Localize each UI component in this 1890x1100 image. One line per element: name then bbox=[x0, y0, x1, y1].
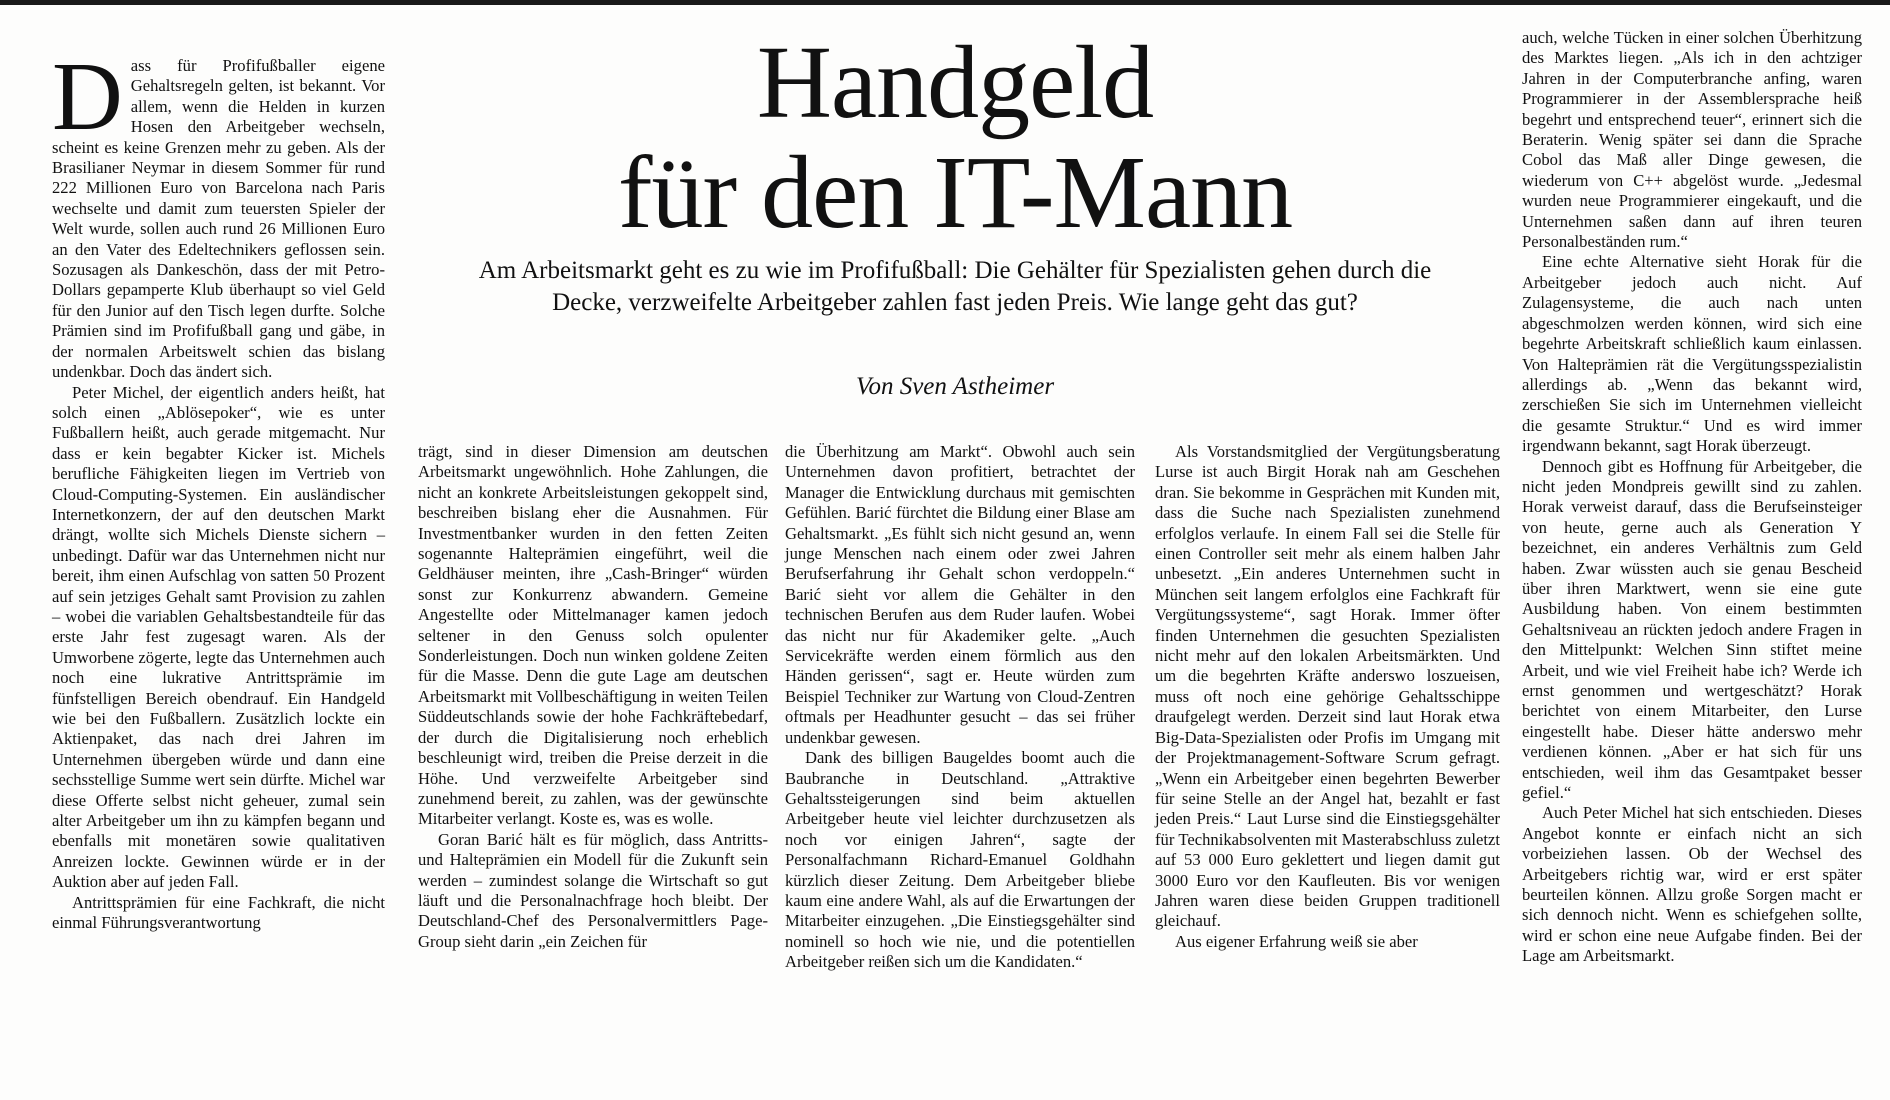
headline-line-1: Handgeld bbox=[756, 25, 1154, 140]
paragraph: Auch Peter Michel hat sich entschieden. Dieses Angebot konnte er einfach nicht an sich vorbeiziehen lassen. Ob der Wechsel des Arbeitgebers richtig war, wird er erst später beurteilen können. Allzu große Sorgen macht er sich dennoch nicht. Wenn es schiefgehen sollte, wird er schon eine neue Aufgabe finden. Bei der Lage am Arbeitsmarkt. bbox=[1522, 803, 1862, 966]
paragraph: trägt, sind in dieser Dimension am deutschen Arbeitsmarkt ungewöhnlich. Hohe Zahlungen, die nicht an konkrete Arbeitsleistungen gekoppelt sind, beschreiben bislang eher die Ausnahmen. Für Investmentbanker wurden in den fetten Zeiten sogenannte Halteprämien eingeführt, weil die Geldhäuser meinten, ihre „Cash-Bringer“ würden sonst zur Konkurrenz abwandern. Gemeine Angestellte oder Mittelmanager kamen jedoch seltener in den Genuss solch opulenter Sonderleistungen. Doch nun winken goldene Zeiten für die Masse. Denn die gute Lage am deutschen Arbeitsmarkt mit Vollbeschäftigung in weiten Teilen Süddeutschlands sowie der hohe Fachkräftebedarf, der durch die Digitalisierung noch erheblich beschleunigt wird, treiben die Preise derzeit in die Höhe. Und verzweifelte Arbeitgeber sind zunehmend bereit, zu zahlen, was der gewünschte Mitarbeiter verlangt. Koste es, was es wolle. bbox=[418, 442, 768, 829]
article-column-4 bbox=[1155, 442, 1500, 952]
paragraph: Aus eigener Erfahrung weiß sie aber bbox=[1175, 931, 1418, 951]
paragraph: Eine echte Alternative sieht Horak für die Arbeitgeber jedoch auch nicht. Auf Zulagensysteme, die auch nach unten abgeschmolzen werden können, wird sich eine begehrte Arbeitskraft schließlich kaum einlassen. Von Halteprämien rät die Vergütungsspezialistin allerdings ab. „Wenn das bekannt wird, zerschießen Sie sich im Unternehmen vielleicht die gesamte Struktur.“ Und es wird immer irgendwann bekannt, sagt Horak überzeugt. bbox=[1522, 252, 1862, 456]
paragraph: auch, welche Tücken in einer solchen Überhitzung des Marktes liegen. „Als ich in den achtziger Jahren in der Computerbranche anfing, waren Programmierer in der Assemblersprache heiß begehrt und entsprechend teuer“, erinnert sich die Beraterin. Wenig später sei dann die Sprache Cobol das Maß aller Dinge gewesen, die wiederum von C++ abgelöst wurde. „Jedesmal wurden neue Programmierer eingekauft, und die Unternehmen saßen dann auf ihren teuren Personalbeständen rum.“ bbox=[1522, 28, 1862, 252]
paragraph: Antrittsprämien für eine Fachkraft, die nicht einmal Führungsverantwortung bbox=[52, 892, 385, 933]
paragraph: Als Vorstandsmitglied der Vergütungsberatung Lurse ist auch Birgit Horak nah am Geschehen dran. Sie bekomme in Gesprächen mit Kunden mit, dass die Suche nach Spezialisten zunehmend erfolglos verlaufe. In einem Fall sei die Stelle für einen Controller seit mehr als einem halben Jahr unbesetzt. „Ein anderes Unternehmen sucht in München seit langem erfolglos eine Fachkraft für Vergütungssysteme“, sagt Horak. Immer öfter finden Unternehmen die gesuchten Spezialisten nicht mehr auf den lokalen Arbeitsmärkten. Und um die begehrten Kräfte anderswo loszueisen, muss oft noch eine gehörige Gehaltsschippe draufgelegt werden. Derzeit sind laut Horak etwa Big-Data-Spezialisten oder Profis im Umgang mit der Projektmanagement-Software Scrum gefragt. „Wenn ein Arbeitgeber einen begehrten Bewerber für seine Stelle an der Angel hat, bezahlt er fast jeden Preis.“ Laut Lurse sind die Einstiegsgehälter für Technikabsolventen mit Masterabschluss zuletzt auf 53 000 Euro geklettert und liegen damit gut 3000 Euro vor den Kaufleuten. Bis vor wenigen Jahren waren diese beiden Gruppen traditionell gleichauf. bbox=[1155, 442, 1500, 931]
article-column-2 bbox=[418, 442, 768, 952]
headline bbox=[400, 25, 1510, 250]
paragraph: Peter Michel, der eigentlich anders heißt, hat solch einen „Ablösepoker“, wie es unter Fußballern heißt, auch gerade mitgemacht. Nur dass er kein begabter Kicker ist. Michels berufliche Fähigkeiten liegen im Vertrieb von Cloud-Computing-Systemen. Ein ausländischer Internetkonzern, der auf den deutschen Markt drängt, wollte sich Michels Dienste sichern – unbedingt. Dafür war das Unternehmen nicht nur bereit, ihm einen Aufschlag von satten 50 Prozent auf sein jetziges Gehalt samt Provision zu zahlen – wobei die variablen Gehaltsbestandteile für das erste Jahr fest zugesagt waren. Als der Umworbene zögerte, legte das Unternehmen auch noch eine lukrative Antrittsprämie im fünfstelligen Bereich obendrauf. Ein Handgeld wie bei den Fußballern. Zusätzlich lockte ein Aktienpaket, das nach drei Jahren im Unternehmen übergeben würde und dann eine sechsstellige Summe wert sein dürfte. Michel war diese Offerte selbst nicht geheuer, zumal sein alter Arbeitgeber um ihn zu kämpfen begann und ebenfalls mit monetären sowie qualitativen Anreizen lockte. Gewinnen würde er in der Auktion aber auf jeden Fall. bbox=[52, 382, 385, 892]
article-column-5 bbox=[1522, 28, 1862, 967]
paragraph-text: ass für Profifußballer eigene Gehaltsregeln gelten, ist bekannt. Vor allem, wenn die Helden in kurzen Hosen den Arbeitgeber wechseln, scheint es keine Grenzen mehr zu geben. Als der Brasilianer Neymar in diesem Sommer für rund 222 Millionen Euro von Barcelona nach Paris wechselte und damit zum teuersten Spieler der Welt wurde, sollen auch rund 26 Millionen Euro an den Vater des Edeltechnikers geflossen sein. Sozusagen als Dankeschön, dass der mit Petro-Dollars gepamperte Klub überhaupt so viel Geld für den Junior auf den Tisch legen durfte. Solche Prämien sind im Profifußball gang und gäbe, in der normalen Arbeitswelt schien das bislang undenkbar. Doch das ändert sich. bbox=[52, 56, 385, 382]
subheadline: Am Arbeitsmarkt geht es zu wie im Profifußball: Die Gehälter für Spezialisten gehen durch die Decke, verzweifelte Arbeitgeber zahlen fast jeden Preis. Wie lange geht das gut? bbox=[478, 257, 1432, 316]
paragraph: Goran Barić hält es für möglich, dass Antritts- und Halteprämien ein Modell für die Zukunft sein werden – zumindest solange die Wirtschaft so gut läuft und die Personalnachfrage hoch bleibt. Der Deutschland-Chef des Personalvermittlers Page-Group sieht darin „ein Zeichen für bbox=[418, 829, 768, 951]
paragraph: die Überhitzung am Markt“. Obwohl auch sein Unternehmen davon profitiert, betrachtet der Manager die Entwicklung durchaus mit gemischten Gefühlen. Barić fürchtet die Bildung einer Blase am Gehaltsmarkt. „Es fühlt sich nicht gesund an, wenn junge Menschen nach einem oder zwei Jahren Berufserfahrung ihr Gehalt schon verdoppeln.“ Barić sieht vor allem die Gehälter in den technischen Berufen aus dem Ruder laufen. Wobei das nicht nur für Akademiker gelte. „Auch Servicekräfte werden einem förmlich aus den Händen gerissen“, sagt er. Heute würden zum Beispiel Techniker zur Wartung von Cloud-Zentren oftmals per Headhunter gesucht – das sei früher undenkbar gewesen. bbox=[785, 442, 1135, 747]
top-border bbox=[0, 0, 1890, 5]
paragraph: Dank des billigen Baugeldes boomt auch die Baubranche in Deutschland. „Attraktive Gehaltssteigerungen sind beim aktuellen Arbeitgeber heute viel leichter durchzusetzen als noch vor einigen Jahren“, sagte der Personalfachmann Richard-Emanuel Goldhahn kürzlich dieser Zeitung. Dem Arbeitgeber bliebe kaum eine andere Wahl, als auf die Erwartungen der Mitarbeiter einzugehen. „Die Einstiegsgehälter sind nominell so hoch wie nie, und die potentiellen Arbeitgeber reißen sich um die Kandidaten.“ bbox=[785, 748, 1135, 972]
paragraph-intro bbox=[52, 43, 385, 383]
byline: Von Sven Astheimer bbox=[855, 373, 1055, 400]
article-column-1 bbox=[52, 43, 385, 933]
headline-line-2: für den IT-Mann bbox=[617, 135, 1293, 250]
paragraph: Dennoch gibt es Hoffnung für Arbeitgeber, die nicht jeden Mondpreis gewillt sind zu zahlen. Horak verweist darauf, dass die Berufseinsteiger von heute, gerne auch als Generation Y bezeichnet, ein anderes Verhältnis zum Geld haben. Zwar wüssten auch sie genau Bescheid über ihren Marktwert, wenn sie eine gute Ausbildung haben. Von einem bestimmten Gehaltsniveau an rückten jedoch andere Fragen in den Mittelpunkt: Welchen Sinn stiftet meine Arbeit, und wie viel Freiheit habe ich? Werde ich ernst genommen und wertgeschätzt? Horak berichtet von einem Mitarbeiter, den Lurse eingestellt habe. Dieser hätte anderswo mehr verdienen können. „Aber er hat sich für uns entschieden, weil ihm das Gesamtpaket besser gefiel.“ bbox=[1522, 456, 1862, 803]
article-column-3 bbox=[785, 442, 1135, 973]
drop-cap: D bbox=[52, 43, 123, 151]
